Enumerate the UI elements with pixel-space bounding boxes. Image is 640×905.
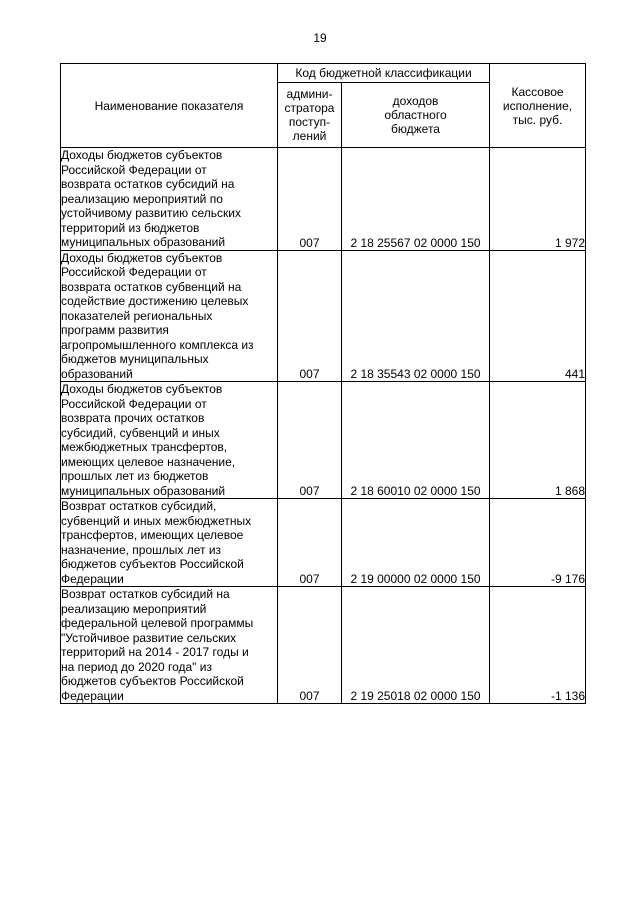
table-header bbox=[61, 64, 586, 148]
row-name-cell: Возврат остатков субсидий, субвенций и иных межбюджетных трансфертов, имеющих целевое назначение, прошлых лет из бюджетов субъектов Российской Федерации bbox=[61, 499, 278, 587]
row-amount-cell: 1 972 bbox=[490, 148, 586, 251]
row-admin-cell: 007 bbox=[278, 499, 342, 587]
row-admin-cell: 007 bbox=[278, 148, 342, 251]
table-body bbox=[61, 148, 586, 704]
row-amount-cell: 1 868 bbox=[490, 382, 586, 499]
row-amount-cell: -1 136 bbox=[490, 587, 586, 704]
table-row bbox=[61, 499, 586, 587]
row-amount-cell: -9 176 bbox=[490, 499, 586, 587]
table-row bbox=[61, 382, 586, 499]
row-name-cell: Доходы бюджетов субъектов Российской Федерации от возврата прочих остатков субсидий, субвенций и иных межбюджетных трансфертов, имеющих целевое назначение, прошлых лет из бюджетов муниципальных образований bbox=[61, 382, 278, 499]
budget-table bbox=[60, 63, 586, 704]
header-income-column: доходов областного бюджета bbox=[342, 83, 490, 148]
row-admin-cell: 007 bbox=[278, 587, 342, 704]
header-amount-column: Кассовое исполнение, тыс. руб. bbox=[490, 64, 586, 148]
row-code-cell: 2 18 35543 02 0000 150 bbox=[342, 250, 490, 382]
row-admin-cell: 007 bbox=[278, 250, 342, 382]
header-admin-column: админи- стратора поступ- лений bbox=[278, 83, 342, 148]
row-admin-cell: 007 bbox=[278, 382, 342, 499]
header-name-column: Наименование показателя bbox=[61, 64, 278, 148]
table-row bbox=[61, 148, 586, 251]
row-code-cell: 2 19 25018 02 0000 150 bbox=[342, 587, 490, 704]
row-code-cell: 2 18 60010 02 0000 150 bbox=[342, 382, 490, 499]
row-name-cell: Доходы бюджетов субъектов Российской Федерации от возврата остатков субвенций на содействие достижению целевых показателей региональных программ развития агропромышленного комплекса из бюджетов муниципальных образований bbox=[61, 250, 278, 382]
row-code-cell: 2 19 00000 02 0000 150 bbox=[342, 499, 490, 587]
page-number: 19 bbox=[313, 31, 327, 45]
row-amount-cell: 441 bbox=[490, 250, 586, 382]
row-name-cell: Доходы бюджетов субъектов Российской Федерации от возврата остатков субсидий на реализацию мероприятий по устойчивому развитию сельских территорий из бюджетов муниципальных образований bbox=[61, 148, 278, 251]
row-code-cell: 2 18 25567 02 0000 150 bbox=[342, 148, 490, 251]
header-code-group: Код бюджетной классификации bbox=[278, 64, 490, 83]
table-row bbox=[61, 587, 586, 704]
table-row bbox=[61, 250, 586, 382]
row-name-cell: Возврат остатков субсидий на реализацию мероприятий федеральной целевой программы "Устойчивое развитие сельских территорий на 2014 - 2017 годы и на период до 2020 года" из бюджетов субъектов Российской Федерации bbox=[61, 587, 278, 704]
